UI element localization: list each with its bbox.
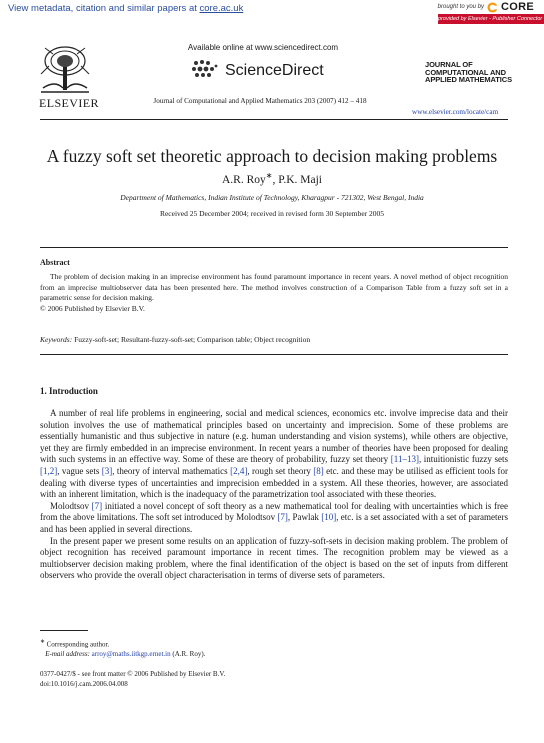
p2-text-c: , Pawlak <box>287 512 322 523</box>
issn-line: 0377-0427/$ - see front matter © 2006 Published by Elsevier B.V. <box>40 670 226 678</box>
citation-link[interactable]: [1,2] <box>40 465 58 476</box>
abstract-heading: Abstract <box>40 258 70 267</box>
header-rule <box>40 119 508 120</box>
keywords <box>40 335 508 344</box>
metadata-banner-text <box>8 3 243 14</box>
email-label: E-mail address: <box>45 650 90 659</box>
p1-text-a: A number of real life problems in engineering, social and medical sciences, economics etc. involve imprecise data and their solution involves the use of mathematical principles based on uncertainty and imprecision. Some of these problems are essentially humanistic and thus subjective in nature (e.g. human understanding and vision systems), while others are objective, yet they are firmly embedded in an imprecise environment. In recent years a number of theories have been proposed for dealing with such systems in an effective way. Some of these are theory of probability, fuzzy set theory <box>40 408 508 465</box>
abstract-copyright: © 2006 Published by Elsevier B.V. <box>40 304 145 313</box>
citation-link[interactable]: [11–13] <box>390 454 419 465</box>
core-badge[interactable] <box>438 1 534 13</box>
elsevier-tree-logo-icon <box>37 44 93 94</box>
received-dates: Received 25 December 2004; received in revised form 30 September 2005 <box>159 209 385 218</box>
provided-by-label: provided by Elsevier - Publisher Connector <box>438 16 543 22</box>
journal-logo-text: JOURNAL OF COMPUTATIONAL AND APPLIED MATHEMATICS <box>425 60 512 84</box>
affiliation: Department of Mathematics, Indian Institute of Technology, Kharagpur - 721302, West Bengal, India <box>120 193 424 202</box>
citation-link[interactable]: [3] <box>101 465 113 476</box>
p1-text-c: , vague sets <box>57 465 102 476</box>
available-online-text: Available online at www.sciencedirect.com <box>187 43 339 52</box>
citation-link[interactable]: [2,4] <box>230 465 248 476</box>
email-link[interactable]: arroy@maths.iitkgp.ernet.in <box>89 650 171 659</box>
doi-line: doi:10.1016/j.cam.2006.04.008 <box>40 680 128 688</box>
p2-text-b: initiated a novel concept of soft theory as a new mathematical tool for dealing with uncertainties which is free from the above limitations. The soft set introduced by Molodtsov <box>40 500 508 523</box>
journal-reference: Journal of Computational and Applied Mathematics 203 (2007) 412 – 418 <box>153 97 367 105</box>
footnote-email <box>40 649 340 659</box>
journal-url-link[interactable]: www.elsevier.com/locate/cam <box>412 108 499 116</box>
core-logo-icon <box>487 2 498 13</box>
p1-text-e: , rough set theory <box>247 465 314 476</box>
footnote-mark: ∗ <box>40 639 45 645</box>
article-authors <box>0 171 544 186</box>
citation-link[interactable]: [7] <box>277 512 288 523</box>
footnote-rule <box>40 630 88 631</box>
citation-link[interactable]: [7] <box>91 500 103 511</box>
elsevier-wordmark: ELSEVIER <box>39 96 99 110</box>
core-link[interactable]: core.ac.uk <box>199 3 244 14</box>
footnote-corresponding <box>40 637 340 649</box>
core-label: CORE <box>501 1 534 13</box>
paragraph-3: In the present paper we present some results on an application of fuzzy-soft-sets in decision making problem. The problem of object recognition has received paramount importance in recent times. The recognition problem may be viewed as a multiobserver decision making problem, where the final identification of the object is based on the set of inputs from different observers who provide the overall object characterisation in terms of diverse sets of parameters. <box>40 535 508 581</box>
section-heading-introduction: 1. Introduction <box>40 386 98 396</box>
paragraph-2 <box>40 501 508 536</box>
abstract-top-rule <box>40 247 508 248</box>
issn-block <box>40 669 225 689</box>
p1-text-f: etc. and these may be utilised as efficient tools for dealing with diverse types of uncertainties and imprecision embedded in a system. All these theories, however, are associated with an inherent limitation, which is the inadequacy of the parametrization tool associated with these theories. <box>40 465 508 500</box>
email-suffix: (A.R. Roy). <box>170 650 206 659</box>
brought-by-label: brought to you by <box>437 4 485 10</box>
footnote-corresponding-text: Corresponding author. <box>44 640 110 649</box>
footnote <box>40 637 340 659</box>
corresponding-author-mark[interactable]: ∗ <box>265 171 273 180</box>
keywords-list: Fuzzy-soft-set; Resultant-fuzzy-soft-set; Comparison table; Object recognition <box>72 335 311 344</box>
citation-link[interactable]: [10] <box>321 512 337 523</box>
sciencedirect-logo-icon <box>190 58 220 80</box>
p2-text-d: , etc. is a set associated with a set of parameters and has been applied in several directions. <box>40 512 509 534</box>
introduction-body <box>40 408 508 582</box>
p2-text-a: Molodtsov <box>50 500 92 511</box>
citation-link[interactable]: [8] <box>313 465 324 476</box>
keywords-label: Keywords: <box>40 335 73 344</box>
paragraph-1 <box>40 408 508 501</box>
author-2: , P.K. Maji <box>272 173 322 186</box>
metadata-prefix: View metadata, citation and similar papers at <box>8 3 200 14</box>
author-1: A.R. Roy <box>221 173 266 186</box>
p1-text-b: , intuitionistic fuzzy sets <box>418 454 508 465</box>
sciencedirect-wordmark: ScienceDirect <box>225 62 324 79</box>
p1-text-d: , theory of interval mathematics <box>112 465 231 476</box>
article-title: A fuzzy soft set theoretic approach to decision making problems <box>46 146 498 166</box>
provided-by-bar <box>438 14 544 24</box>
abstract-text: The problem of decision making in an imprecise environment has found paramount importance in recent years. A novel method of object recognition from an imprecise multiobserver data has been presented here. The method involves construction of a Comparison Table from a fuzzy soft set in a parametric sense for decision making. <box>40 272 508 302</box>
abstract-bottom-rule <box>40 354 508 355</box>
